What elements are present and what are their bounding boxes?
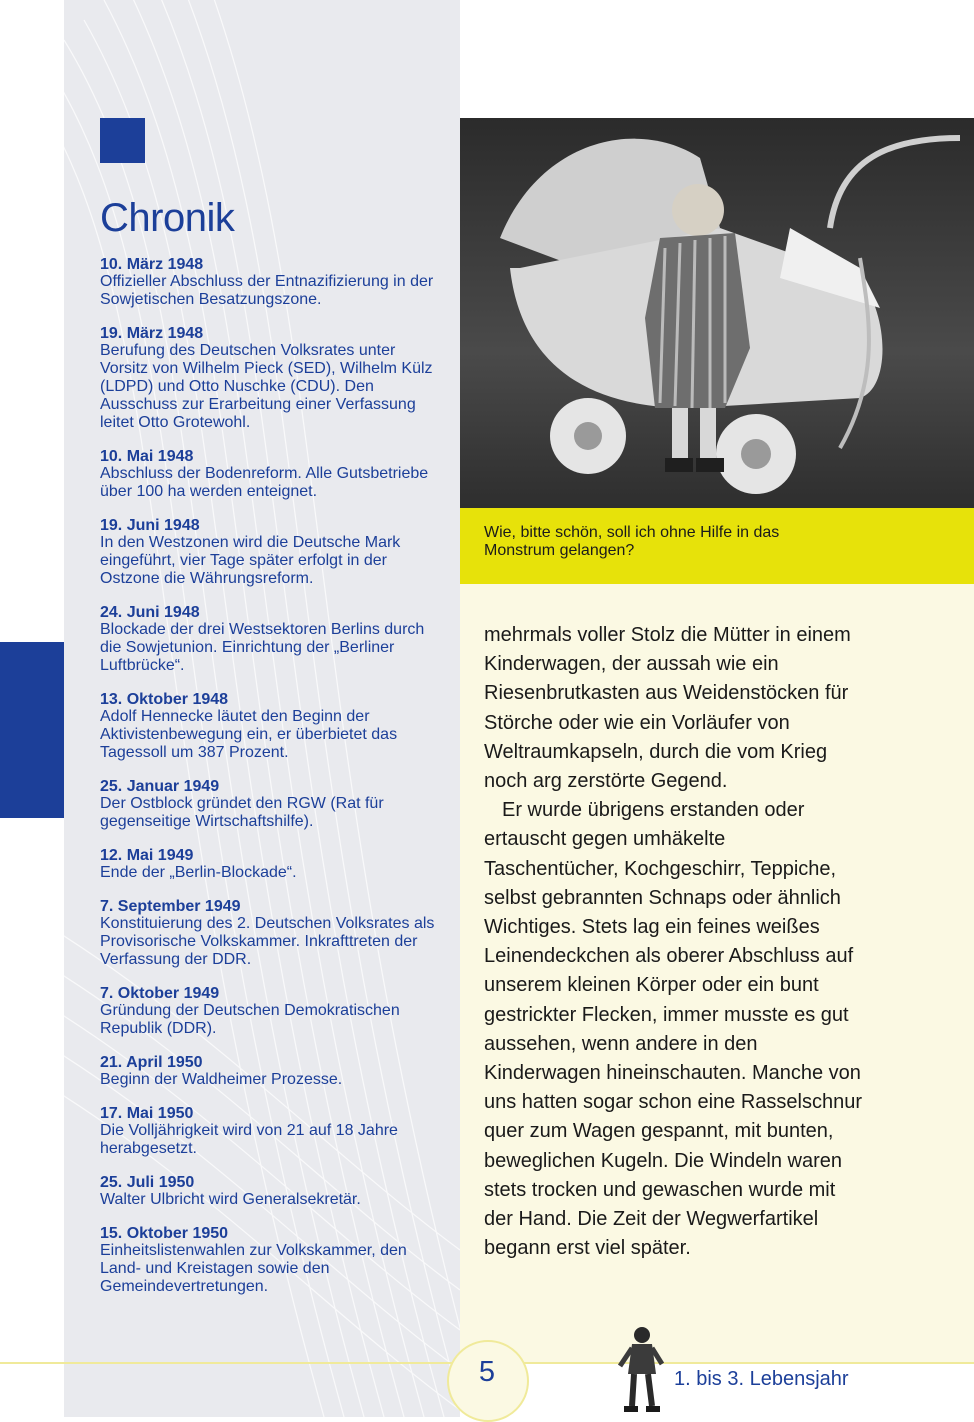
photo-caption: Wie, bitte schön, soll ich ohne Hilfe in das Monstrum gelangen? (484, 524, 780, 559)
timeline-entry (100, 898, 440, 969)
timeline-entry (100, 1054, 440, 1089)
section-label: 1. bis 3. Lebensjahr (674, 1368, 849, 1390)
child-figure-icon (616, 1326, 664, 1417)
entry-date: 25. Juli 1950 (100, 1174, 195, 1191)
timeline-entry (100, 985, 440, 1038)
timeline-entry (100, 517, 440, 588)
entry-date: 7. Oktober 1949 (100, 985, 220, 1002)
photo-caption-box (460, 508, 974, 584)
entry-description: Konstituierung des 2. Deutschen Volksrates als Provisorische Volkskammer. Inkrafttreten der Verfassung der DDR. (100, 915, 435, 968)
entry-description: Walter Ulbricht wird Generalsekretär. (100, 1191, 361, 1208)
entry-date: 13. Oktober 1948 (100, 691, 229, 708)
entry-description: Abschluss der Bodenreform. Alle Gutsbetriebe über 100 ha werden enteignet. (100, 465, 429, 500)
timeline-entry (100, 1174, 440, 1209)
chronik-timeline (100, 256, 440, 1312)
timeline-entry (100, 1225, 440, 1296)
entry-description: Einheitslistenwahlen zur Volkskammer, den Land- und Kreistagen sowie den Gemeindevertretungen. (100, 1242, 407, 1295)
photo-child-with-pram (460, 118, 974, 508)
body-text (484, 621, 864, 1263)
entry-description: Der Ostblock gründet den RGW (Rat für gegenseitige Wirtschaftshilfe). (100, 795, 384, 830)
entry-description: Gründung der Deutschen Demokratischen Republik (DDR). (100, 1002, 400, 1037)
timeline-entry (100, 604, 440, 675)
entry-date: 24. Juni 1948 (100, 604, 200, 621)
timeline-entry (100, 691, 440, 762)
entry-description: Blockade der drei Westsektoren Berlins durch die Sowjetunion. Einrichtung der „Berliner Luftbrücke“. (100, 621, 425, 674)
entry-description: Beginn der Waldheimer Prozesse. (100, 1071, 343, 1088)
entry-description: Berufung des Deutschen Volksrates unter Vorsitz von Wilhelm Pieck (SED), Wilhelm Külz (LDPD) und Otto Nuschke (CDU). Den Ausschuss zur Erarbeitung einer Verfassung leitet Otto Grotewohl. (100, 342, 433, 431)
timeline-entry (100, 778, 440, 831)
timeline-entry (100, 847, 440, 882)
timeline-entry (100, 1105, 440, 1158)
pram-photo-illustration (460, 118, 974, 508)
decorative-blue-square (100, 118, 145, 163)
entry-date: 7. September 1949 (100, 898, 241, 915)
timeline-entry (100, 256, 440, 309)
entry-description: Ende der „Berlin-Blockade“. (100, 864, 297, 881)
body-paragraph: Er wurde übrigens erstanden oder ertauscht gegen umhäkelte Taschentücher, Kochgeschirr, Teppiche, selbst gebrannten Schnaps oder ähnlich Wichtiges. Stets lag ein feines weißes Leinendeckchen als oberer Abschluss auf unserem kleinen Körper oder ein bunt gestrickter Flecken, immer musste es gut aussehen, wenn andere in den Kinderwagen hineinschauten. Manche von uns hatten sogar schon eine Rasselschnur quer zum Wagen gespannt, mit bunten, beweglichen Kugeln. Die Windeln waren stets trocken und gewaschen wurde mit der Hand. Die Zeit der Wegwerfartikel begann erst viel später. (484, 799, 863, 1260)
entry-description: Die Volljährigkeit wird von 21 auf 18 Jahre herabgesetzt. (100, 1122, 398, 1157)
chronik-title: Chronik (100, 196, 235, 240)
entry-description: Adolf Hennecke läutet den Beginn der Aktivistenbewegung ein, er überbietet das Tagessoll um 387 Prozent. (100, 708, 398, 761)
entry-description: In den Westzonen wird die Deutsche Mark eingeführt, vier Tage später erfolgt in der Ostzone die Währungsreform. (100, 534, 401, 587)
entry-date: 10. Mai 1948 (100, 448, 194, 465)
timeline-entry (100, 448, 440, 501)
decorative-blue-bar (0, 642, 64, 818)
body-paragraph: mehrmals voller Stolz die Mütter in einem Kinderwagen, der aussah wie ein Riesenbrutkasten aus Weidenstöcken für Störche oder wie ein Vorläufer von Weltraumkapseln, durch die vom Krieg noch arg zerstörte Gegend. (484, 624, 851, 793)
entry-date: 19. März 1948 (100, 325, 204, 342)
entry-date: 17. Mai 1950 (100, 1105, 194, 1122)
entry-date: 10. März 1948 (100, 256, 204, 273)
entry-description: Offizieller Abschluss der Entnazifizierung in der Sowjetischen Besatzungszone. (100, 273, 434, 308)
entry-date: 25. Januar 1949 (100, 778, 220, 795)
entry-date: 21. April 1950 (100, 1054, 203, 1071)
page-number: 5 (478, 1356, 496, 1388)
timeline-entry (100, 325, 440, 432)
entry-date: 15. Oktober 1950 (100, 1225, 229, 1242)
entry-date: 12. Mai 1949 (100, 847, 194, 864)
entry-date: 19. Juni 1948 (100, 517, 200, 534)
